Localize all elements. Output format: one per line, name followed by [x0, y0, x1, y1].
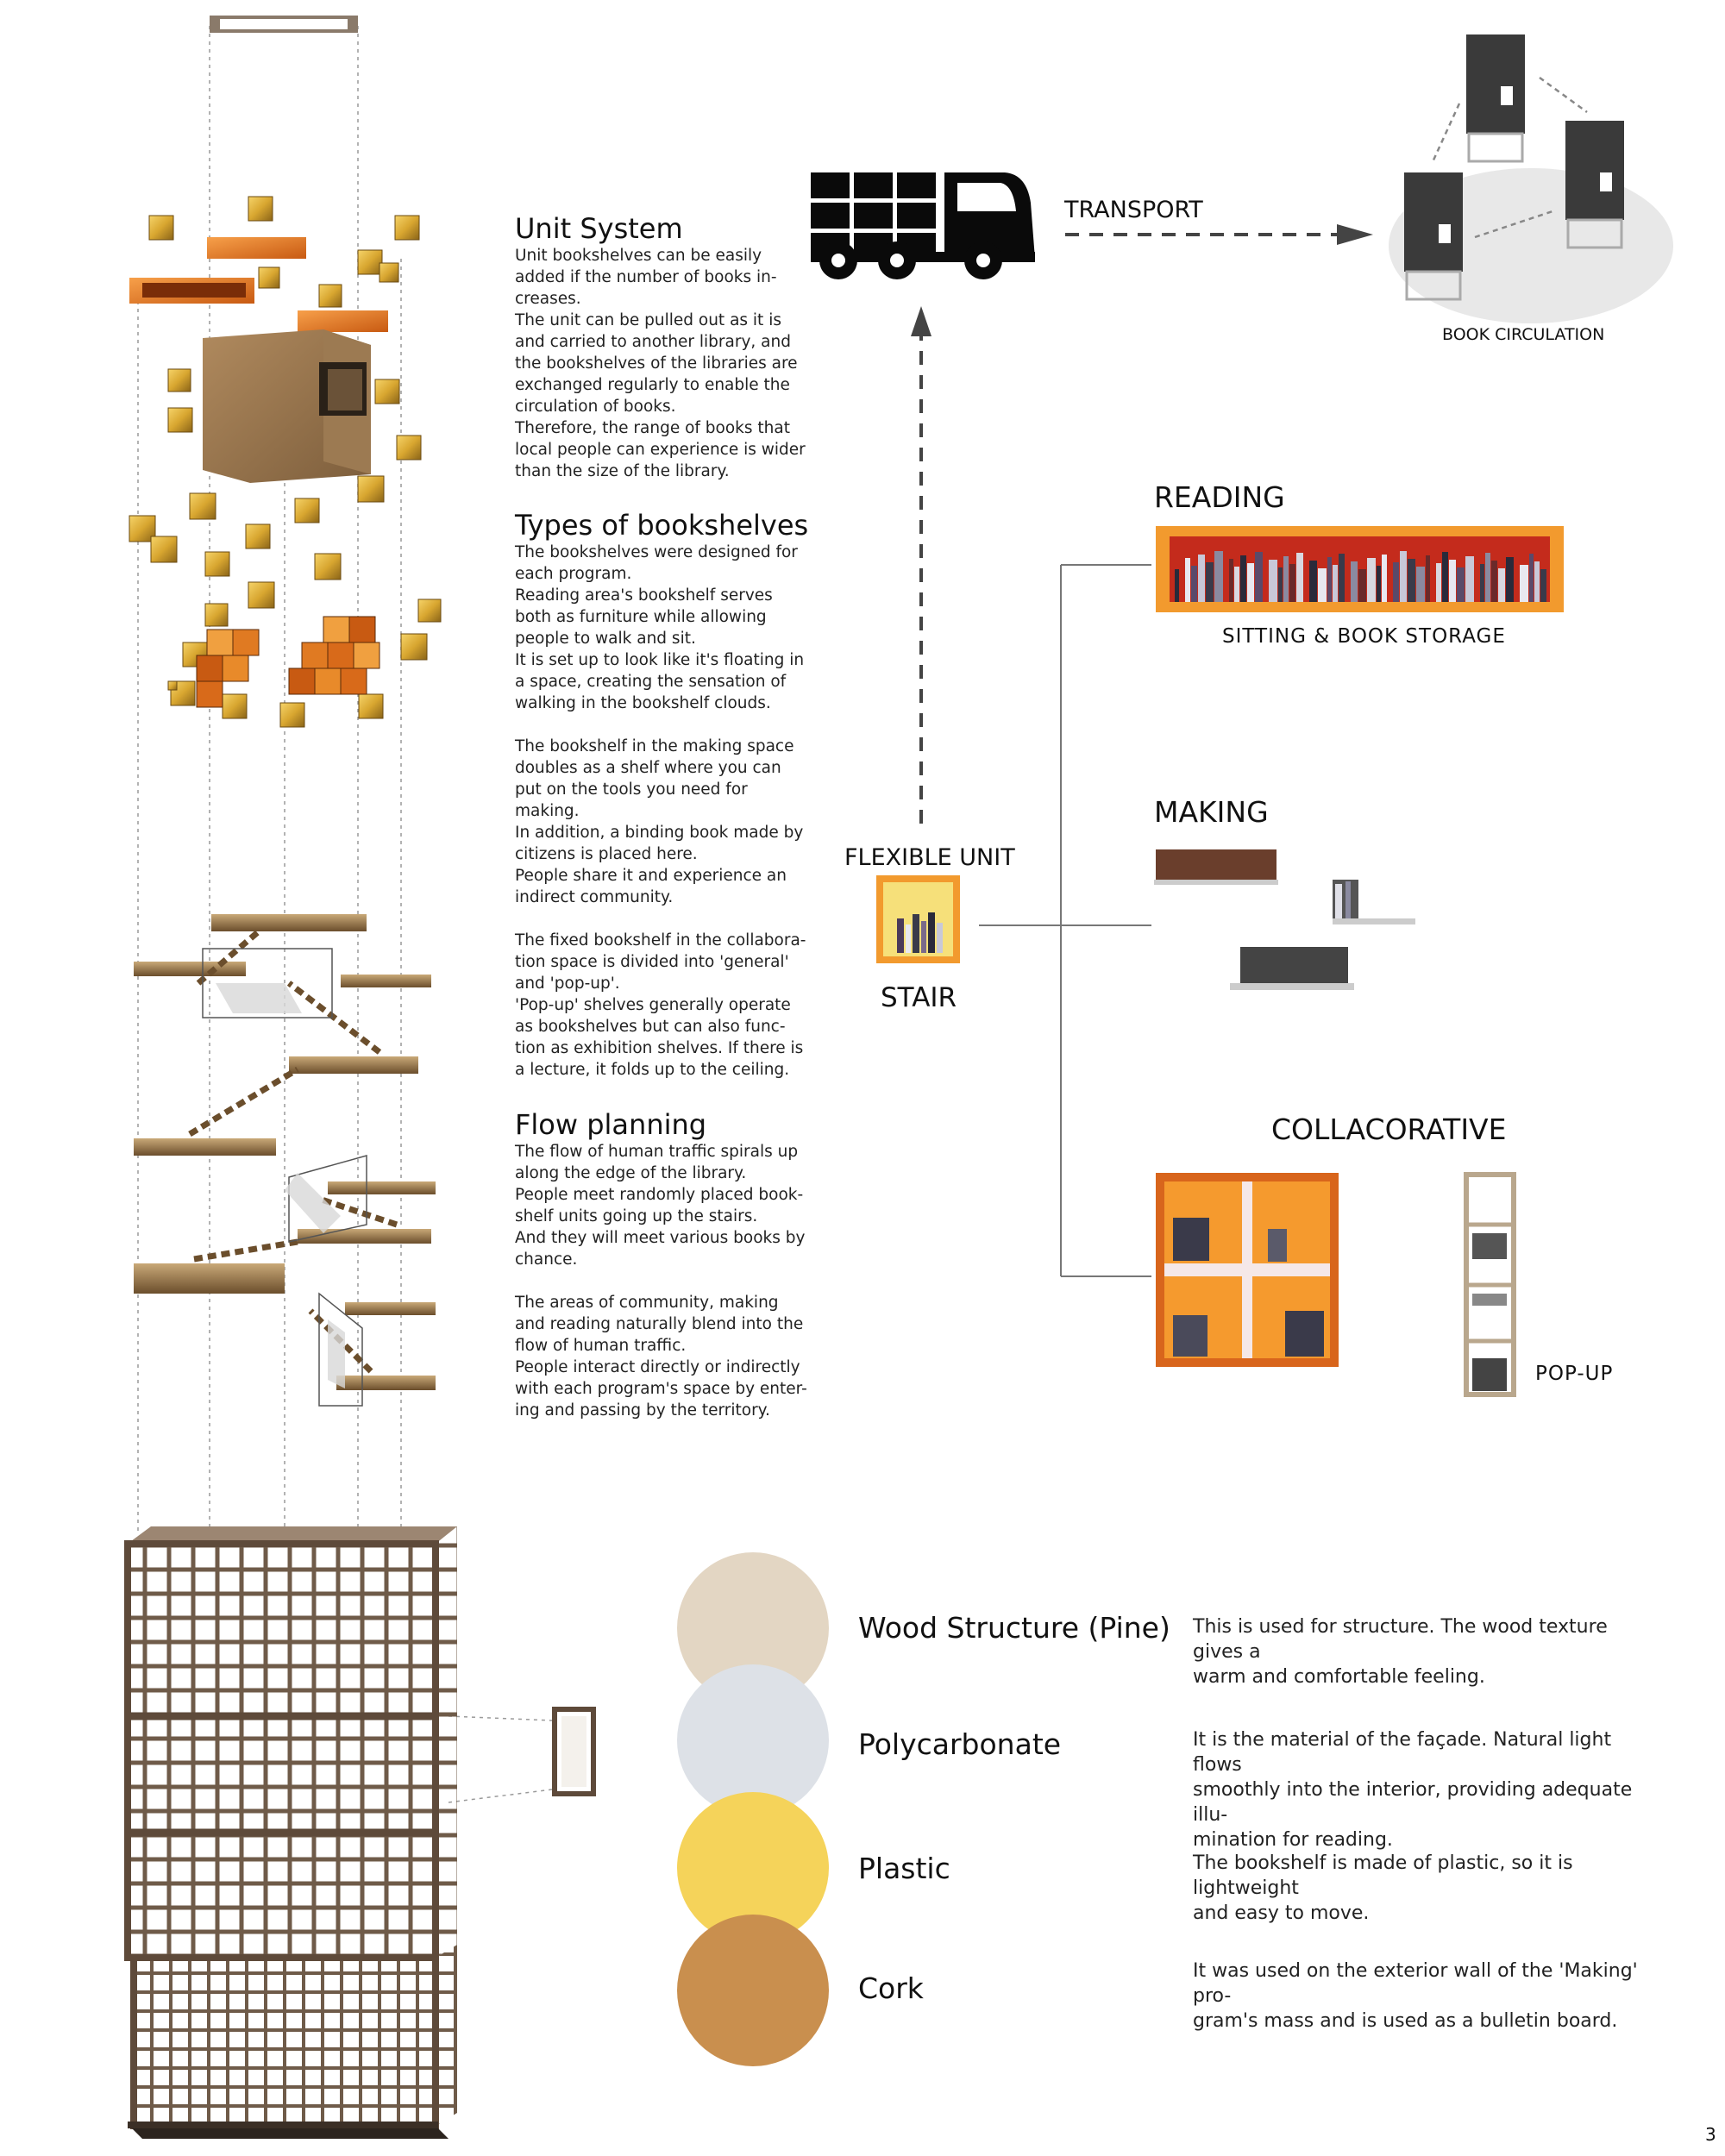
flow-planning-title: Flow planning	[515, 1108, 707, 1141]
book-circulation-label: BOOK CIRCULATION	[1442, 325, 1605, 344]
text-line: indirect community.	[515, 888, 674, 906]
flexible-unit-icon	[876, 875, 960, 963]
text-line: as bookshelves but can also func-	[515, 1018, 786, 1036]
material-desc-wood: This is used for structure. The wood texture gives a warm and comfortable feeling.	[1193, 1616, 1608, 1688]
text-line: 'Pop-up' shelves generally operate	[515, 996, 791, 1014]
material-name-plastic: Plastic	[858, 1852, 950, 1885]
text-line: The areas of community, making	[515, 1294, 779, 1312]
text-line: both as furniture while allowing	[515, 608, 767, 626]
text-line: a lecture, it folds up to the ceiling.	[515, 1061, 790, 1079]
stair-label: STAIR	[881, 982, 957, 1013]
text-line: tion space is divided into 'general'	[515, 953, 789, 971]
popup-label: POP-UP	[1535, 1363, 1614, 1385]
text-line: walking in the bookshelf clouds.	[515, 694, 771, 712]
text-line: The bookshelves were designed for	[515, 543, 798, 561]
text-line: chance.	[515, 1250, 578, 1269]
types-of-bookshelves-title: Types of bookshelves	[515, 509, 809, 542]
material-desc-cork: It was used on the exterior wall of the 'Making' pro- gram's mass and is used as a bulletin board.	[1193, 1960, 1638, 2032]
text-line: shelf units going up the stairs.	[515, 1207, 758, 1225]
text-line: The bookshelf in the making space	[515, 737, 794, 755]
text-line: people to walk and sit.	[515, 630, 696, 648]
text-line: along the edge of the library.	[515, 1164, 747, 1182]
text-line: with each program's space by enter-	[515, 1380, 807, 1398]
transport-label: TRANSPORT	[1064, 197, 1203, 223]
text-line: and carried to another library, and	[515, 333, 791, 351]
collaborative-label: COLLACORATIVE	[1271, 1112, 1507, 1146]
text-line: It is set up to look like it's floating in	[515, 651, 805, 669]
material-desc-polycarbonate: It is the material of the façade. Natural light flows smoothly into the interior, providing adequate illu- mination for reading.	[1193, 1729, 1633, 1851]
text-line: added if the number of books in-	[515, 268, 777, 286]
truck-icon	[811, 172, 1035, 279]
popup-bookshelf-icon	[1466, 1175, 1514, 1395]
text-line: put on the tools you need for	[515, 780, 748, 799]
text-line: exchanged regularly to enable the	[515, 376, 790, 394]
material-desc-plastic: The bookshelf is made of plastic, so it is lightweight and easy to move.	[1193, 1852, 1573, 1924]
text-line: Therefore, the range of books that	[515, 419, 790, 437]
text-line: citizens is placed here.	[515, 845, 698, 863]
making-label: MAKING	[1154, 795, 1269, 829]
text-line: People meet randomly placed book-	[515, 1186, 804, 1204]
text-line: and 'pop-up'.	[515, 975, 620, 993]
unit-system-title: Unit System	[515, 212, 683, 245]
text-line: local people can experience is wider	[515, 441, 806, 459]
reading-caption: SITTING & BOOK STORAGE	[1222, 625, 1506, 648]
text-line: People interact directly or indirectly	[515, 1358, 800, 1376]
material-name-cork: Cork	[858, 1971, 924, 2005]
text-line: And they will meet various books by	[515, 1229, 806, 1247]
text-line: tion as exhibition shelves. If there is	[515, 1039, 804, 1057]
text-line: making.	[515, 802, 580, 820]
text-line: flow of human traffic.	[515, 1337, 687, 1355]
material-name-polycarbonate: Polycarbonate	[858, 1727, 1062, 1761]
text-line: Unit bookshelves can be easily	[515, 247, 762, 265]
text-line: ing and passing by the territory.	[515, 1401, 770, 1420]
material-name-wood: Wood Structure (Pine)	[858, 1611, 1170, 1645]
text-line: doubles as a shelf where you can	[515, 759, 781, 777]
text-line: People share it and experience an	[515, 867, 787, 885]
reading-bookshelf-icon	[1156, 526, 1564, 612]
text-line: creases.	[515, 290, 581, 308]
text-line: than the size of the library.	[515, 462, 730, 480]
collaborative-bookshelf-icon	[1156, 1173, 1339, 1367]
text-line: In addition, a binding book made by	[515, 824, 804, 842]
cork-swatch	[677, 1915, 829, 2066]
text-line: The unit can be pulled out as it is	[515, 311, 781, 329]
flexible-unit-label: FLEXIBLE UNIT	[844, 844, 1015, 871]
text-line: each program.	[515, 565, 632, 583]
page-number: 3	[1705, 2124, 1716, 2145]
text-line: and reading naturally blend into the	[515, 1315, 804, 1333]
text-line: Reading area's bookshelf serves	[515, 586, 773, 605]
reading-label: READING	[1154, 480, 1285, 514]
making-bookshelf-icon	[1154, 849, 1415, 990]
text-line: the bookshelves of the libraries are	[515, 354, 798, 373]
text-line: a space, creating the sensation of	[515, 673, 787, 691]
text-line: The flow of human traffic spirals up	[515, 1143, 799, 1161]
text-line: circulation of books.	[515, 398, 676, 416]
text-line: The fixed bookshelf in the collabora-	[515, 931, 806, 950]
